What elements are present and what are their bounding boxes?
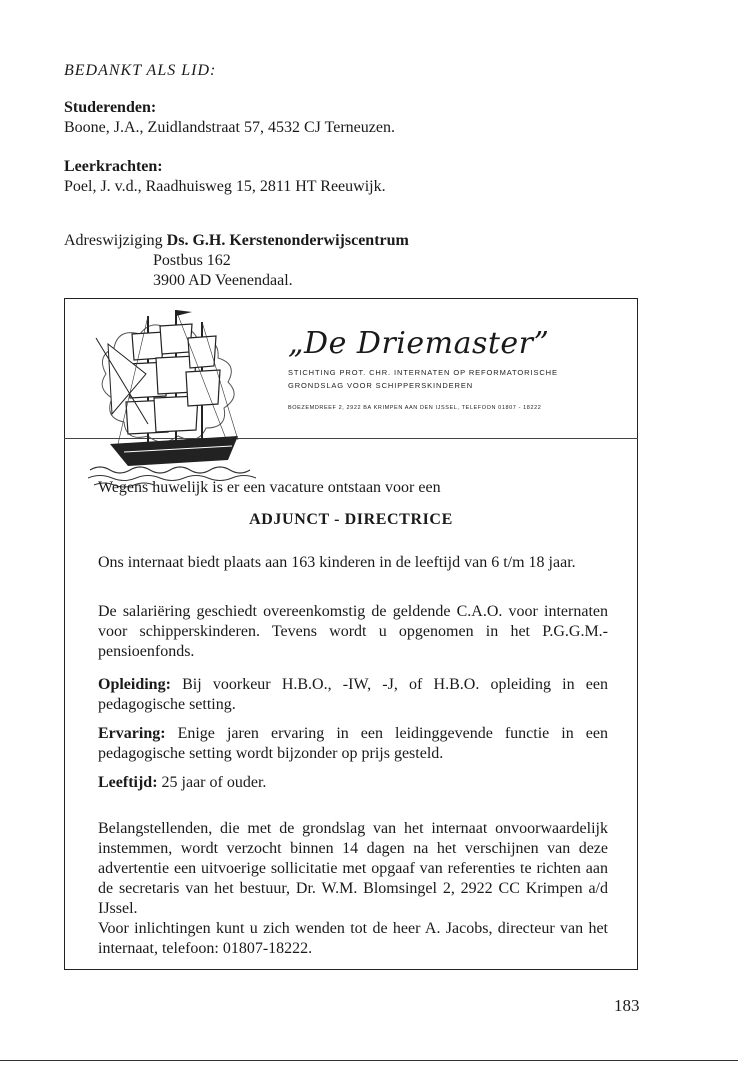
logo-title: „De Driemaster” — [288, 326, 550, 361]
paragraph-age — [98, 773, 608, 793]
students-entry: Boone, J.A., Zuidlandstraat 57, 4532 CJ Terneuzen. — [64, 119, 395, 136]
page-number: 183 — [614, 996, 640, 1015]
address-line-2: 3900 AD Veenendaal. — [153, 272, 293, 289]
age-label: Leeftijd: — [98, 774, 158, 791]
education-label: Opleiding: — [98, 676, 171, 693]
teachers-heading: Leerkrachten: — [64, 158, 163, 175]
paragraph-information: Voor inlichtingen kunt u zich wenden tot de heer A. Jacobs, directeur van het internaat, telefoon: 01807-18222. — [98, 920, 608, 957]
logo-address: BOEZEMDREEF 2, 2922 BA KRIMPEN AAN DEN IJSSEL, TELEFOON 01807 - 18222 — [288, 405, 542, 411]
address-change-name: Ds. G.H. Kerstenonderwijscentrum — [166, 232, 409, 249]
experience-label: Ervaring: — [98, 725, 166, 742]
experience-text: Enige jaren ervaring in een leidinggevende functie in een pedagogische setting wordt bijzonder op prijs gesteld. — [98, 725, 608, 762]
students-heading: Studerenden: — [64, 99, 157, 116]
page-bottom-rule — [0, 1060, 738, 1061]
logo-subtitle-2: GRONDSLAG VOOR SCHIPPERSKINDEREN — [288, 381, 474, 390]
paragraph-education — [98, 675, 608, 715]
address-change — [64, 230, 409, 251]
paragraph-capacity: Ons internaat biedt plaats aan 163 kinderen in de leeftijd van 6 t/m 18 jaar. — [98, 554, 576, 571]
address-line-1: Postbus 162 — [153, 252, 231, 269]
paragraph-experience — [98, 724, 608, 764]
age-text: 25 jaar of ouder. — [157, 774, 267, 791]
sailing-ship-icon — [88, 304, 258, 490]
teachers-entry: Poel, J. v.d., Raadhuisweg 15, 2811 HT Reeuwijk. — [64, 178, 386, 195]
education-text: Bij voorkeur H.B.O., -IW, -J, of H.B.O. opleiding in een pedagogische setting. — [98, 676, 608, 713]
vacancy-intro: Wegens huwelijk is er een vacature ontstaan voor een — [98, 479, 441, 496]
position-title: ADJUNCT - DIRECTRICE — [249, 511, 453, 528]
address-change-label: Adreswijziging — [64, 232, 163, 249]
logo-subtitle-1: STICHTING PROT. CHR. INTERNATEN OP REFORMATORISCHE — [288, 368, 558, 377]
paragraph-salary: De salariëring geschiedt overeenkomstig de geldende C.A.O. voor internaten voor schipperskinderen. Tevens wordt u opgenomen in het P.G.G.M.-pensioenfonds. — [98, 603, 608, 660]
paragraph-application: Belangstellenden, die met de grondslag van het internaat onvoorwaardelijk instemmen, wordt verzocht binnen 14 dagen na het verschijnen van deze advertentie een uitvoerige sollicitatie met opgaaf van referenties te richten aan de secretaris van het bestuur, Dr. W.M. Blomsingel 2, 2922 CC Krimpen a/d IJssel. — [98, 820, 608, 917]
page-heading: BEDANKT ALS LID: — [64, 62, 217, 79]
